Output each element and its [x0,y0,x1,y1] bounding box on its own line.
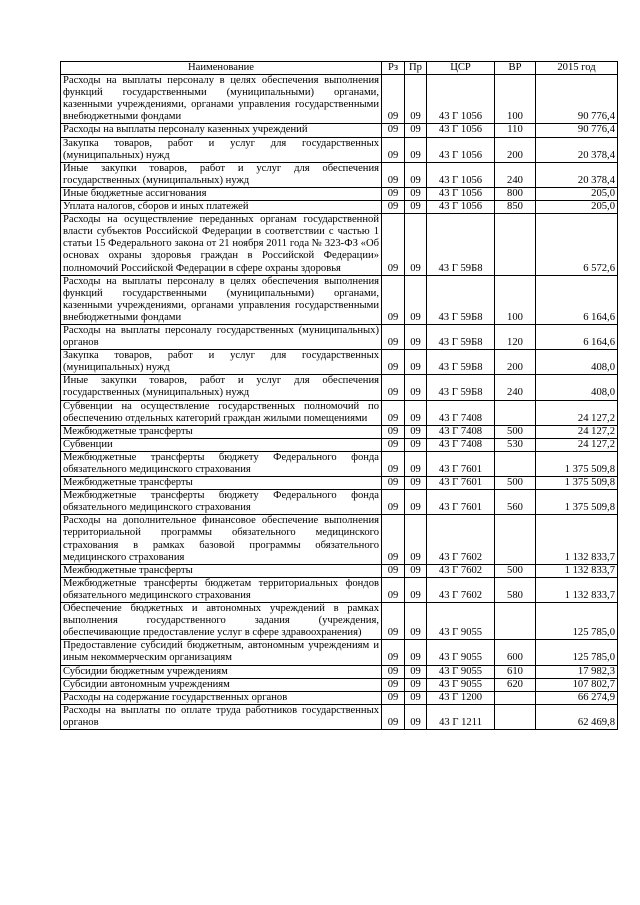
table-row [61,275,618,324]
budget-table [60,61,618,730]
row-pr: 09 [405,162,427,187]
table-row [61,451,618,476]
table-row [61,425,618,438]
row-vr: 200 [495,350,536,375]
row-vr: 530 [495,438,536,451]
row-csr: 43 Г 1056 [427,75,495,124]
row-pr: 09 [405,451,427,476]
table-row [61,564,618,577]
row-pr: 09 [405,350,427,375]
row-csr: 43 Г 59Б8 [427,324,495,349]
row-csr: 43 Г 1056 [427,137,495,162]
table-row [61,490,618,515]
row-rz: 09 [382,214,405,275]
row-sum: 62 469,8 [536,704,618,729]
row-rz: 09 [382,665,405,678]
row-rz: 09 [382,425,405,438]
row-rz: 09 [382,603,405,640]
row-rz: 09 [382,162,405,187]
row-name: Иные закупки товаров, работ и услуг для обеспечения государственных (муниципальных) нужд [61,162,382,187]
row-name: Субвенции [61,438,382,451]
row-pr: 09 [405,400,427,425]
table-row [61,577,618,602]
row-sum: 1 132 833,7 [536,577,618,602]
row-vr: 580 [495,577,536,602]
row-pr: 09 [405,275,427,324]
table-row [61,477,618,490]
row-pr: 09 [405,704,427,729]
row-pr: 09 [405,425,427,438]
table-row [61,75,618,124]
row-name: Уплата налогов, сборов и иных платежей [61,201,382,214]
row-sum: 1 375 509,8 [536,477,618,490]
table-row [61,400,618,425]
table-row [61,124,618,137]
row-vr [495,704,536,729]
table-row [61,324,618,349]
row-sum: 205,0 [536,201,618,214]
row-name: Межбюджетные трансферты [61,477,382,490]
row-vr: 500 [495,425,536,438]
row-name: Субсидии бюджетным учреждениям [61,665,382,678]
table-row [61,691,618,704]
table-row [61,678,618,691]
table-row [61,375,618,400]
row-csr: 43 Г 1056 [427,187,495,200]
row-sum: 66 274,9 [536,691,618,704]
table-row [61,438,618,451]
row-pr: 09 [405,515,427,564]
row-csr: 43 Г 59Б8 [427,214,495,275]
row-sum: 6 164,6 [536,275,618,324]
row-rz: 09 [382,477,405,490]
row-name: Субсидии автономным учреждениям [61,678,382,691]
row-name: Межбюджетные трансферты бюджету Федерального фонда обязательного медицинского страхования [61,490,382,515]
row-sum: 125 785,0 [536,640,618,665]
row-rz: 09 [382,350,405,375]
row-pr: 09 [405,187,427,200]
row-csr: 43 Г 9055 [427,603,495,640]
row-sum: 20 378,4 [536,162,618,187]
row-vr: 240 [495,162,536,187]
row-sum: 125 785,0 [536,603,618,640]
row-csr: 43 Г 1056 [427,124,495,137]
row-pr: 09 [405,665,427,678]
row-vr [495,451,536,476]
header-row [61,62,618,75]
row-pr: 09 [405,137,427,162]
row-sum: 1 375 509,8 [536,451,618,476]
row-name: Межбюджетные трансферты бюджету Федерального фонда обязательного медицинского страхования [61,451,382,476]
row-pr: 09 [405,678,427,691]
row-pr: 09 [405,603,427,640]
row-rz: 09 [382,187,405,200]
row-pr: 09 [405,324,427,349]
row-vr: 500 [495,477,536,490]
header-pr: Пр [405,62,427,75]
row-pr: 09 [405,490,427,515]
row-name: Расходы на выплаты по оплате труда работников государственных органов [61,704,382,729]
table-row [61,665,618,678]
row-vr: 240 [495,375,536,400]
row-sum: 20 378,4 [536,137,618,162]
row-csr: 43 Г 59Б8 [427,350,495,375]
row-vr: 500 [495,564,536,577]
row-name: Расходы на осуществление переданных органам государственной власти субъектов Российской Федерации в соответствии с частью 1 статьи 15 Федерального закона от 21 ноября 2011 года № 323-ФЗ «Об основах охраны здоровья граждан в Российской Федерации» полномочий Российской Федерации в сфере охраны здоровья [61,214,382,275]
row-rz: 09 [382,451,405,476]
row-vr [495,400,536,425]
row-csr: 43 Г 9055 [427,640,495,665]
row-name: Иные закупки товаров, работ и услуг для обеспечения государственных (муниципальных) нужд [61,375,382,400]
header-name: Наименование [61,62,382,75]
row-sum: 6 164,6 [536,324,618,349]
header-year: 2015 год [536,62,618,75]
row-csr: 43 Г 7602 [427,515,495,564]
row-csr: 43 Г 1056 [427,162,495,187]
row-rz: 09 [382,324,405,349]
table-row [61,201,618,214]
header-csr: ЦСР [427,62,495,75]
row-rz: 09 [382,564,405,577]
row-sum: 408,0 [536,375,618,400]
row-csr: 43 Г 9055 [427,678,495,691]
row-sum: 24 127,2 [536,425,618,438]
row-csr: 43 Г 7601 [427,451,495,476]
row-name: Субвенции на осуществление государственных полномочий по обеспечению отдельных категорий граждан жилыми помещениями [61,400,382,425]
table-row [61,214,618,275]
row-rz: 09 [382,704,405,729]
row-rz: 09 [382,124,405,137]
row-vr: 200 [495,137,536,162]
row-pr: 09 [405,691,427,704]
row-sum: 17 982,3 [536,665,618,678]
table-row [61,603,618,640]
row-rz: 09 [382,438,405,451]
row-vr [495,214,536,275]
row-rz: 09 [382,201,405,214]
row-vr [495,603,536,640]
row-pr: 09 [405,124,427,137]
row-pr: 09 [405,577,427,602]
row-csr: 43 Г 1200 [427,691,495,704]
table-row [61,137,618,162]
row-rz: 09 [382,515,405,564]
row-rz: 09 [382,577,405,602]
row-name: Межбюджетные трансферты бюджетам территориальных фондов обязательного медицинского страхования [61,577,382,602]
row-csr: 43 Г 7601 [427,490,495,515]
row-rz: 09 [382,640,405,665]
row-vr: 120 [495,324,536,349]
row-rz: 09 [382,75,405,124]
row-name: Расходы на выплаты персоналу в целях обеспечения выполнения функций государственными (муниципальными) органами, казенными учреждениями, органами управления государственными внебюджетными фондами [61,275,382,324]
row-vr: 800 [495,187,536,200]
row-name: Иные бюджетные ассигнования [61,187,382,200]
row-pr: 09 [405,477,427,490]
row-csr: 43 Г 7601 [427,477,495,490]
row-name: Закупка товаров, работ и услуг для государственных (муниципальных) нужд [61,350,382,375]
table-row [61,162,618,187]
row-csr: 43 Г 7602 [427,577,495,602]
row-vr [495,691,536,704]
row-sum: 24 127,2 [536,438,618,451]
row-sum: 1 375 509,8 [536,490,618,515]
row-name: Межбюджетные трансферты [61,564,382,577]
row-name: Расходы на выплаты персоналу государственных (муниципальных) органов [61,324,382,349]
header-vr: ВР [495,62,536,75]
row-pr: 09 [405,375,427,400]
row-vr: 560 [495,490,536,515]
row-vr: 600 [495,640,536,665]
row-sum: 408,0 [536,350,618,375]
row-name: Расходы на содержание государственных органов [61,691,382,704]
table-row [61,704,618,729]
row-rz: 09 [382,137,405,162]
table-row [61,515,618,564]
table-row [61,640,618,665]
row-sum: 1 132 833,7 [536,515,618,564]
header-rz: Рз [382,62,405,75]
row-vr: 850 [495,201,536,214]
row-sum: 6 572,6 [536,214,618,275]
row-name: Закупка товаров, работ и услуг для государственных (муниципальных) нужд [61,137,382,162]
row-sum: 205,0 [536,187,618,200]
row-pr: 09 [405,438,427,451]
row-name: Предоставление субсидий бюджетным, автономным учреждениям и иным некоммерческим организациям [61,640,382,665]
row-csr: 43 Г 7408 [427,425,495,438]
row-rz: 09 [382,490,405,515]
table-row [61,187,618,200]
row-name: Межбюджетные трансферты [61,425,382,438]
row-vr: 100 [495,275,536,324]
row-csr: 43 Г 1056 [427,201,495,214]
row-vr: 110 [495,124,536,137]
row-sum: 107 802,7 [536,678,618,691]
row-csr: 43 Г 7408 [427,438,495,451]
row-pr: 09 [405,564,427,577]
row-vr: 610 [495,665,536,678]
table-row [61,350,618,375]
row-name: Расходы на выплаты персоналу в целях обеспечения выполнения функций государственными (муниципальными) органами, казенными учреждениями, органами управления государственными внебюджетными фондами [61,75,382,124]
row-csr: 43 Г 59Б8 [427,275,495,324]
row-name: Расходы на дополнительное финансовое обеспечение выполнения территориальной программы обязательного медицинского страхования в рамках базовой программы обязательного медицинского страхования [61,515,382,564]
row-rz: 09 [382,678,405,691]
row-csr: 43 Г 9055 [427,665,495,678]
row-csr: 43 Г 7408 [427,400,495,425]
row-sum: 24 127,2 [536,400,618,425]
row-rz: 09 [382,691,405,704]
row-rz: 09 [382,375,405,400]
row-csr: 43 Г 7602 [427,564,495,577]
row-name: Расходы на выплаты персоналу казенных учреждений [61,124,382,137]
row-rz: 09 [382,275,405,324]
row-csr: 43 Г 59Б8 [427,375,495,400]
row-rz: 09 [382,400,405,425]
row-csr: 43 Г 1211 [427,704,495,729]
row-vr [495,515,536,564]
row-sum: 90 776,4 [536,124,618,137]
row-sum: 90 776,4 [536,75,618,124]
row-pr: 09 [405,640,427,665]
row-pr: 09 [405,214,427,275]
row-sum: 1 132 833,7 [536,564,618,577]
row-pr: 09 [405,75,427,124]
row-vr: 620 [495,678,536,691]
row-pr: 09 [405,201,427,214]
row-name: Обеспечение бюджетных и автономных учреждений в рамках выполнения государственного задания (учреждения, обеспечивающие предоставление услуг в сфере здравоохранения) [61,603,382,640]
row-vr: 100 [495,75,536,124]
